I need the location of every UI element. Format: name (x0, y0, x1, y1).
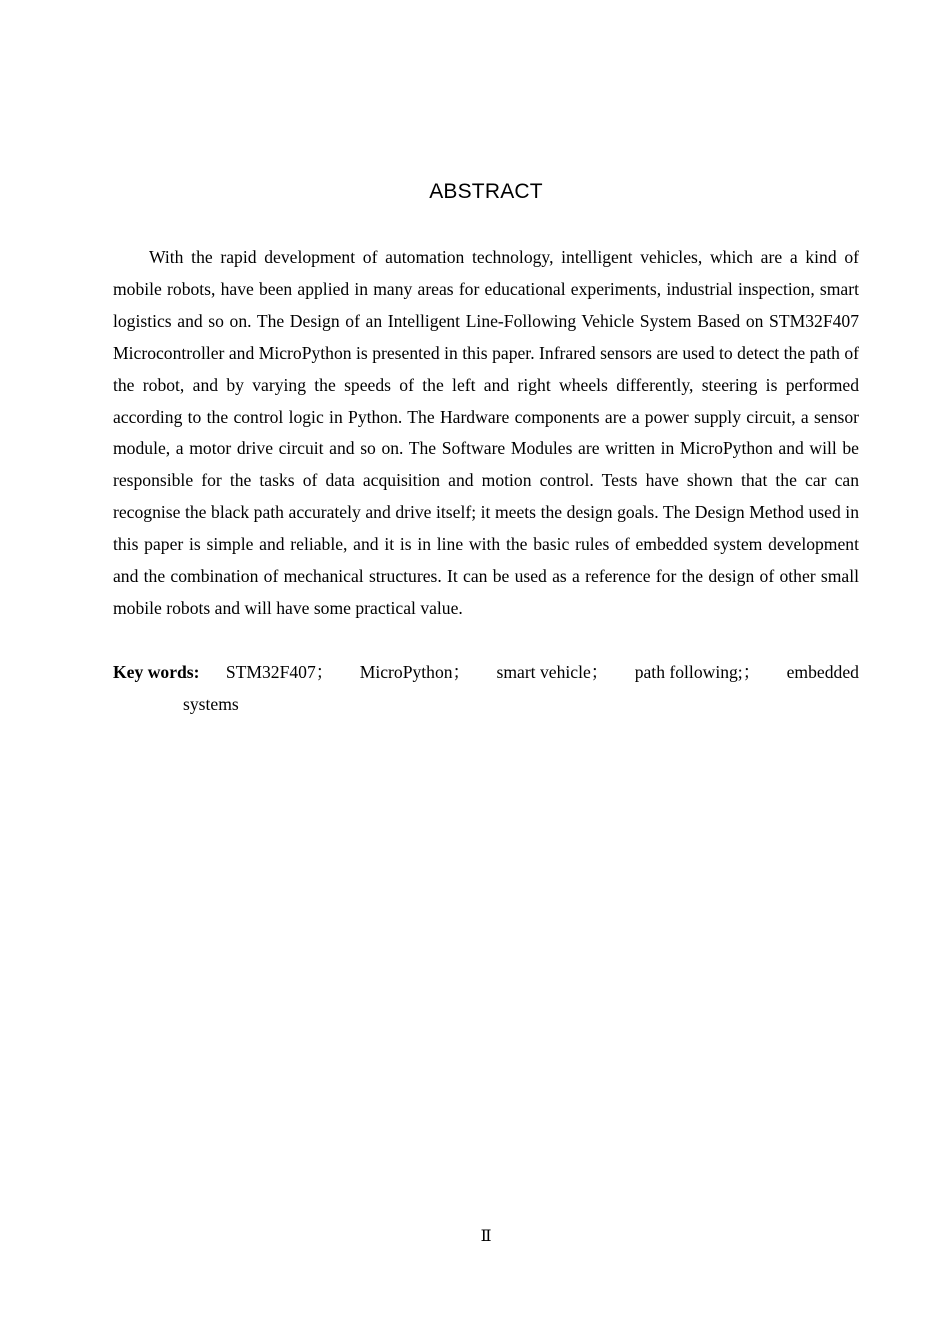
keywords-continuation: systems (183, 693, 239, 714)
keyword-item: STM32F407； (225, 662, 334, 682)
keywords-section (113, 657, 859, 721)
abstract-title: ABSTRACT (429, 180, 543, 203)
keywords-line (113, 657, 859, 689)
keyword-item: smart vehicle； (496, 662, 609, 682)
keywords-label: Key words: (113, 662, 200, 682)
keyword-item: embedded (786, 662, 859, 682)
abstract-body: With the rapid development of automation technology, intelligent vehicles, which are a kind of mobile robots, have been applied in many areas for educational experiments, industrial inspection, smart logistics and so on. The Design of an Intelligent Line-Following Vehicle System Based on STM32F407 Microcontroller and MicroPython is presented in this paper. Infrared sensors are used to detect the path of the robot, and by varying the speeds of the left and right wheels differently, steering is performed according to the control logic in Python. The Hardware components are a power supply circuit, a sensor module, a motor drive circuit and so on. The Software Modules are written in MicroPython and will be responsible for the tasks of data acquisition and motion control. Tests have shown that the car can recognise the black path accurately and drive itself; it meets the design goals. The Design Method used in this paper is simple and reliable, and it is in line with the basic rules of embedded system development and the combination of mechanical structures. It can be used as a reference for the design of other small mobile robots and will have some practical value. (113, 247, 859, 618)
keyword-item: MicroPython； (359, 662, 471, 682)
keyword-item: path following;； (634, 662, 761, 682)
page-number: Ⅱ (480, 1228, 492, 1245)
